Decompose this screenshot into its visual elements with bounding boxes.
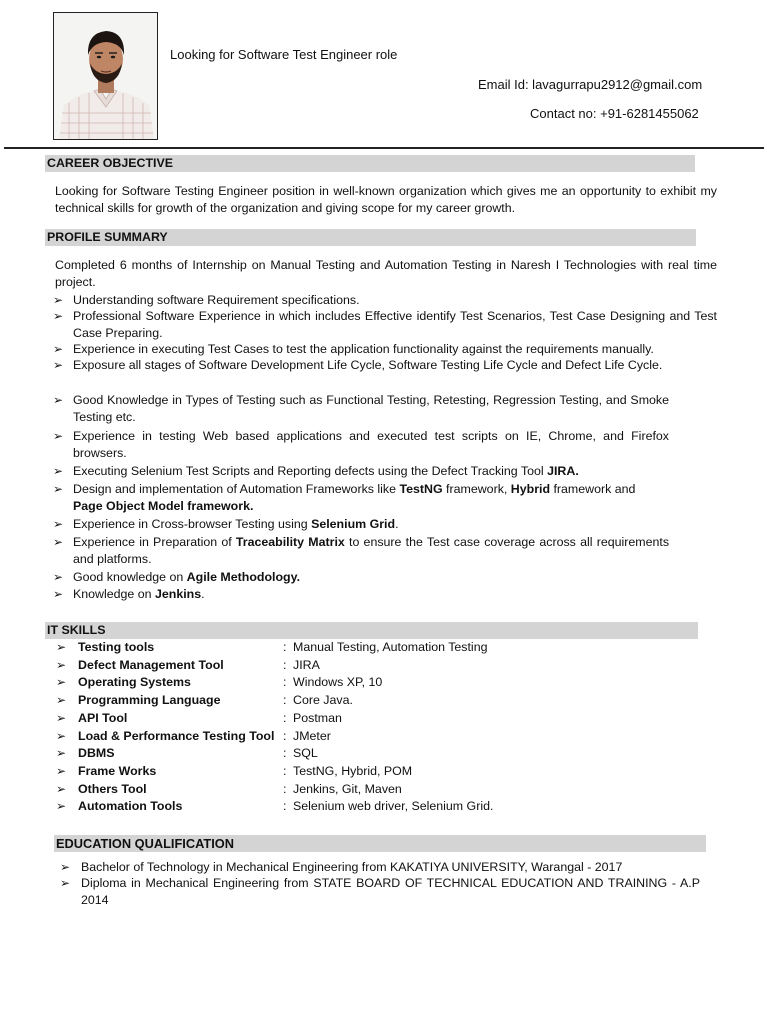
skill-label: Defect Management Tool: [78, 657, 224, 672]
arrow-bullet-icon: ➢: [60, 860, 71, 874]
list-item-text: Knowledge on Jenkins.: [73, 587, 205, 601]
list-item-text: Bachelor of Technology in Mechanical Engineering from KAKATIYA UNIVERSITY, Warangal - 2017: [81, 860, 623, 874]
skill-value: Selenium web driver, Selenium Grid.: [293, 799, 494, 814]
profile-summary-list: [53, 292, 717, 607]
skill-value: JIRA: [293, 657, 320, 672]
arrow-bullet-icon: ➢: [53, 309, 64, 323]
arrow-bullet-icon: ➢: [53, 358, 64, 372]
arrow-bullet-icon: ➢: [53, 482, 64, 496]
arrow-bullet-icon: ➢: [56, 728, 67, 743]
career-objective-text: Looking for Software Testing Engineer position in well-known organization which gives me an opportunity to exhibit my technical skills for growth of the organization and giving scope for my career growth.: [55, 184, 717, 215]
skill-value: Manual Testing, Automation Testing: [293, 640, 488, 654]
list-item-text: Experience in testing Web based applications and executed test scripts on IE, Chrome, and Firefox browsers.: [73, 429, 669, 460]
skill-value: JMeter: [293, 728, 331, 743]
list-item-text: Experience in Preparation of Traceability Matrix to ensure the Test case coverage across all requirements and platforms.: [73, 535, 670, 566]
skill-value: Jenkins, Git, Maven: [293, 781, 402, 796]
section-education: EDUCATION QUALIFICATION: [54, 835, 706, 852]
list-item-text: Good Knowledge in Types of Testing such as Functional Testing, Retesting, Regression Testing, and Smoke Testing etc.: [73, 393, 669, 424]
list-item-text: Diploma in Mechanical Engineering from STATE BOARD OF TECHNICAL EDUCATION AND TRAINING - A.P 2014: [81, 876, 700, 907]
list-item-text: Design and implementation of Automation Frameworks like TestNG framework, Hybrid framework and Page Object Model framework.: [73, 482, 636, 513]
arrow-bullet-icon: ➢: [56, 693, 67, 708]
arrow-bullet-icon: ➢: [53, 570, 64, 584]
skill-value: Windows XP, 10: [293, 675, 383, 690]
skill-label: Testing tools: [78, 640, 155, 654]
arrow-bullet-icon: ➢: [53, 535, 64, 549]
section-it-skills: IT SKILLS: [45, 622, 698, 639]
headline: Looking for Software Test Engineer role: [170, 47, 398, 62]
arrow-bullet-icon: ➢: [60, 876, 71, 890]
skill-colon: :: [283, 675, 287, 690]
skill-label: DBMS: [78, 746, 115, 761]
arrow-bullet-icon: ➢: [56, 746, 67, 761]
email-text: Email Id: lavagurrapu2912@gmail.com: [478, 77, 703, 92]
skill-colon: :: [283, 640, 287, 654]
skill-label: API Tool: [78, 710, 128, 725]
arrow-bullet-icon: ➢: [56, 640, 67, 654]
skill-label: Programming Language: [78, 693, 221, 708]
arrow-bullet-icon: ➢: [56, 799, 67, 814]
contact-text: Contact no: +91-6281455062: [530, 106, 699, 121]
list-item-text: Experience in Cross-browser Testing using Selenium Grid.: [73, 517, 399, 531]
section-career-objective: CAREER OBJECTIVE: [45, 155, 695, 172]
education-list: [60, 859, 700, 909]
arrow-bullet-icon: ➢: [56, 781, 67, 796]
section-profile-summary: PROFILE SUMMARY: [45, 229, 696, 246]
skill-value: SQL: [293, 746, 318, 761]
skill-colon: :: [283, 781, 287, 796]
list-item-text: Professional Software Experience in which includes Effective identify Test Scenarios, Test Case Designing and Test Case Preparing.: [73, 309, 717, 340]
skill-label: Load & Performance Testing Tool: [78, 728, 275, 743]
skill-colon: :: [283, 746, 287, 761]
skill-colon: :: [283, 728, 287, 743]
skill-label: Frame Works: [78, 763, 157, 778]
skill-colon: :: [283, 710, 287, 725]
arrow-bullet-icon: ➢: [56, 675, 67, 690]
skill-label: Automation Tools: [78, 799, 183, 814]
arrow-bullet-icon: ➢: [53, 429, 64, 443]
arrow-bullet-icon: ➢: [53, 293, 64, 307]
profile-photo: [53, 12, 158, 140]
skill-colon: :: [283, 657, 287, 672]
arrow-bullet-icon: ➢: [56, 710, 67, 725]
list-item-text: Good knowledge on Agile Methodology.: [73, 570, 301, 584]
skill-colon: :: [283, 799, 287, 814]
skill-colon: :: [283, 763, 287, 778]
skill-value: Core Java.: [293, 693, 353, 708]
it-skills-table: [56, 639, 576, 819]
skill-label: Others Tool: [78, 781, 147, 796]
skill-colon: :: [283, 693, 287, 708]
arrow-bullet-icon: ➢: [53, 342, 64, 356]
arrow-bullet-icon: ➢: [53, 393, 64, 407]
header-divider: [4, 147, 764, 149]
profile-intro-text: Completed 6 months of Internship on Manual Testing and Automation Testing in Naresh I Technologies with real time project.: [55, 258, 717, 289]
person-photo-icon: [54, 13, 157, 139]
skill-value: Postman: [293, 710, 342, 725]
arrow-bullet-icon: ➢: [53, 517, 64, 531]
arrow-bullet-icon: ➢: [56, 763, 67, 778]
skill-label: Operating Systems: [78, 675, 191, 690]
skill-value: TestNG, Hybrid, POM: [293, 763, 413, 778]
arrow-bullet-icon: ➢: [53, 587, 64, 601]
arrow-bullet-icon: ➢: [56, 657, 67, 672]
arrow-bullet-icon: ➢: [53, 464, 64, 478]
list-item-text: Executing Selenium Test Scripts and Reporting defects using the Defect Tracking Tool JIRA.: [73, 464, 579, 478]
list-item-text: Experience in executing Test Cases to test the application functionality against the requirements manually.: [73, 342, 654, 356]
list-item-text: Exposure all stages of Software Development Life Cycle, Software Testing Life Cycle and Defect Life Cycle.: [73, 358, 663, 372]
list-item-text: Understanding software Requirement specifications.: [73, 293, 360, 307]
